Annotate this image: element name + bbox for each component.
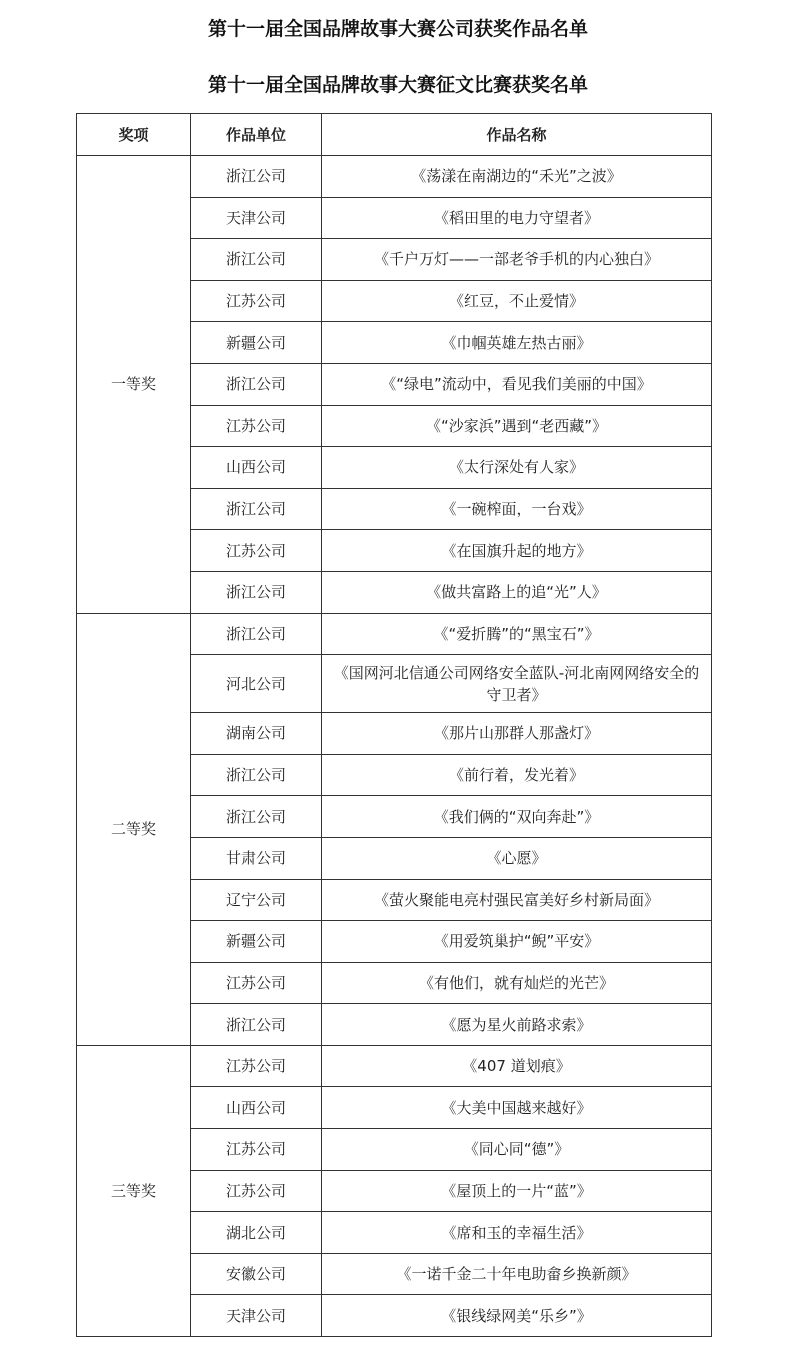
unit-cell: 甘肃公司 bbox=[191, 837, 322, 879]
unit-cell: 江苏公司 bbox=[191, 530, 322, 572]
header-award: 奖项 bbox=[77, 114, 191, 156]
work-title-cell: 《有他们，就有灿烂的光芒》 bbox=[322, 962, 712, 1004]
page-subtitle: 第十一届全国品牌故事大赛征文比赛获奖名单 bbox=[207, 74, 588, 96]
work-title-cell: 《稻田里的电力守望者》 bbox=[322, 197, 712, 239]
table-body bbox=[77, 156, 712, 1337]
unit-cell: 新疆公司 bbox=[191, 921, 322, 963]
work-title-cell: 《“沙家浜”遇到“老西藏”》 bbox=[322, 405, 712, 447]
unit-cell: 浙江公司 bbox=[191, 754, 322, 796]
unit-cell: 新疆公司 bbox=[191, 322, 322, 364]
unit-cell: 浙江公司 bbox=[191, 796, 322, 838]
work-title-cell: 《银线绿网美“乐乡”》 bbox=[322, 1295, 712, 1337]
work-title-cell: 《一诺千金二十年电助畲乡换新颜》 bbox=[322, 1253, 712, 1295]
unit-cell: 山西公司 bbox=[191, 1087, 322, 1129]
unit-cell: 浙江公司 bbox=[191, 613, 322, 655]
unit-cell: 天津公司 bbox=[191, 197, 322, 239]
work-title-cell: 《那片山那群人那盏灯》 bbox=[322, 713, 712, 755]
award-level-cell: 三等奖 bbox=[77, 1045, 191, 1336]
work-title-cell: 《愿为星火前路求索》 bbox=[322, 1004, 712, 1046]
unit-cell: 江苏公司 bbox=[191, 1045, 322, 1087]
unit-cell: 山西公司 bbox=[191, 447, 322, 489]
work-title-cell: 《红豆，不止爱情》 bbox=[322, 280, 712, 322]
unit-cell: 江苏公司 bbox=[191, 1170, 322, 1212]
table-header-row bbox=[77, 114, 712, 156]
work-title-cell: 《“爱折腾”的“黑宝石”》 bbox=[322, 613, 712, 655]
unit-cell: 江苏公司 bbox=[191, 1129, 322, 1171]
work-title-cell: 《同心同“德”》 bbox=[322, 1129, 712, 1171]
unit-cell: 天津公司 bbox=[191, 1295, 322, 1337]
work-title-cell: 《做共富路上的追“光”人》 bbox=[322, 571, 712, 613]
unit-cell: 浙江公司 bbox=[191, 156, 322, 198]
work-title-cell: 《太行深处有人家》 bbox=[322, 447, 712, 489]
award-level-cell: 二等奖 bbox=[77, 613, 191, 1045]
unit-cell: 安徽公司 bbox=[191, 1253, 322, 1295]
work-title-cell: 《巾帼英雄左热古丽》 bbox=[322, 322, 712, 364]
table-row bbox=[77, 613, 712, 655]
work-title-cell: 《心愿》 bbox=[322, 837, 712, 879]
unit-cell: 河北公司 bbox=[191, 655, 322, 713]
unit-cell: 浙江公司 bbox=[191, 488, 322, 530]
work-title-cell: 《屋顶上的一片“蓝”》 bbox=[322, 1170, 712, 1212]
award-table bbox=[76, 113, 712, 1337]
unit-cell: 湖南公司 bbox=[191, 713, 322, 755]
unit-cell: 浙江公司 bbox=[191, 239, 322, 281]
work-title-cell: 《用爱筑巢护“鲵”平安》 bbox=[322, 921, 712, 963]
table-row bbox=[77, 156, 712, 198]
work-title-cell: 《席和玉的幸福生活》 bbox=[322, 1212, 712, 1254]
work-title-cell: 《一碗榨面，一台戏》 bbox=[322, 488, 712, 530]
work-title-cell: 《荡漾在南湖边的“禾光”之波》 bbox=[322, 156, 712, 198]
header-work: 作品名称 bbox=[322, 114, 712, 156]
unit-cell: 浙江公司 bbox=[191, 571, 322, 613]
unit-cell: 浙江公司 bbox=[191, 363, 322, 405]
work-title-cell: 《前行着，发光着》 bbox=[322, 754, 712, 796]
header-unit: 作品单位 bbox=[191, 114, 322, 156]
award-level-cell: 一等奖 bbox=[77, 156, 191, 614]
page-title: 第十一届全国品牌故事大赛公司获奖作品名单 bbox=[207, 18, 588, 40]
work-title-cell: 《407 道划痕》 bbox=[322, 1045, 712, 1087]
work-title-cell: 《“绿电”流动中，看见我们美丽的中国》 bbox=[322, 363, 712, 405]
table-row bbox=[77, 1045, 712, 1087]
work-title-cell: 《大美中国越来越好》 bbox=[322, 1087, 712, 1129]
work-title-cell: 《萤火聚能电亮村强民富美好乡村新局面》 bbox=[322, 879, 712, 921]
work-title-cell: 《国网河北信通公司网络安全蓝队-河北南网网络安全的守卫者》 bbox=[322, 655, 712, 713]
unit-cell: 浙江公司 bbox=[191, 1004, 322, 1046]
unit-cell: 辽宁公司 bbox=[191, 879, 322, 921]
unit-cell: 湖北公司 bbox=[191, 1212, 322, 1254]
unit-cell: 江苏公司 bbox=[191, 962, 322, 1004]
unit-cell: 江苏公司 bbox=[191, 405, 322, 447]
work-title-cell: 《在国旗升起的地方》 bbox=[322, 530, 712, 572]
unit-cell: 江苏公司 bbox=[191, 280, 322, 322]
work-title-cell: 《千户万灯——一部老爷手机的内心独白》 bbox=[322, 239, 712, 281]
work-title-cell: 《我们俩的“双向奔赴”》 bbox=[322, 796, 712, 838]
